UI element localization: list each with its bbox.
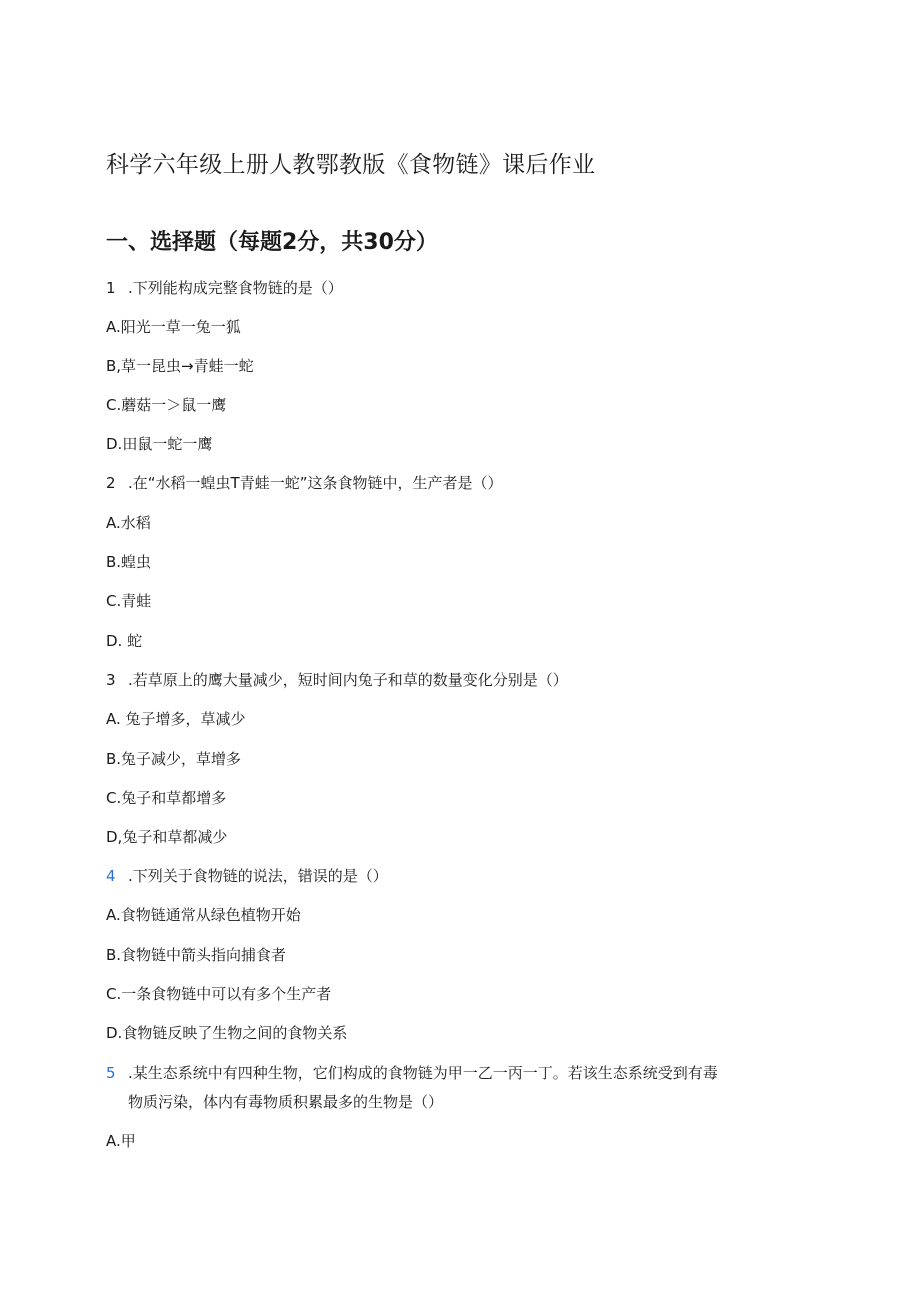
option-3c: C.兔子和草都增多	[106, 789, 227, 807]
option-3a: A. 兔子增多，草减少	[106, 710, 246, 728]
section-heading: 一、选择题（每题2分，共30分）	[106, 230, 438, 255]
option-1b: B,草一昆虫→青蛙一蛇	[106, 357, 254, 375]
question-1	[106, 277, 343, 299]
question-text: .下列关于食物链的说法，错误的是（）	[128, 867, 388, 885]
option-4a: A.食物链通常从绿色植物开始	[106, 906, 301, 924]
question-number: 2	[106, 474, 116, 492]
question-4	[106, 865, 388, 887]
question-number: 3	[106, 671, 116, 689]
question-text: .若草原上的鹰大量减少，短时间内兔子和草的数量变化分别是（）	[128, 671, 568, 689]
option-1a: A.阳光一草一兔一狐	[106, 318, 241, 336]
question-text: .某生态系统中有四种生物，它们构成的食物链为甲一乙一丙一丁。若该生态系统受到有毒	[128, 1064, 718, 1082]
option-4c: C.一条食物链中可以有多个生产者	[106, 985, 332, 1003]
question-text: .下列能构成完整食物链的是（）	[128, 279, 343, 297]
question-2	[106, 472, 502, 494]
question-number: 1	[106, 279, 116, 297]
option-2d: D. 蛇	[106, 632, 143, 650]
option-4d: D.食物链反映了生物之间的食物关系	[106, 1024, 348, 1042]
question-text: .在“水稻一蝗虫T青蛙一蛇”这条食物链中，生产者是（）	[128, 474, 503, 492]
question-5-continuation: 物质污染，体内有毒物质积累最多的生物是（）	[128, 1093, 444, 1111]
option-2b: B.蝗虫	[106, 553, 152, 571]
question-number: 5	[106, 1064, 116, 1082]
question-3	[106, 669, 568, 691]
option-1c: C.蘑菇一＞鼠一鹰	[106, 396, 227, 414]
question-number: 4	[106, 867, 116, 885]
option-2a: A.水稻	[106, 514, 151, 532]
option-4b: B.食物链中箭头指向捕食者	[106, 946, 287, 964]
option-1d: D.田鼠一蛇一鹰	[106, 435, 213, 453]
option-2c: C.青蛙	[106, 592, 152, 610]
option-5a: A.甲	[106, 1132, 136, 1150]
document-title: 科学六年级上册人教鄂教版《食物链》课后作业	[106, 152, 596, 178]
question-5	[106, 1062, 718, 1084]
option-3b: B.兔子减少，草增多	[106, 750, 242, 768]
option-3d: D,兔子和草都减少	[106, 828, 228, 846]
